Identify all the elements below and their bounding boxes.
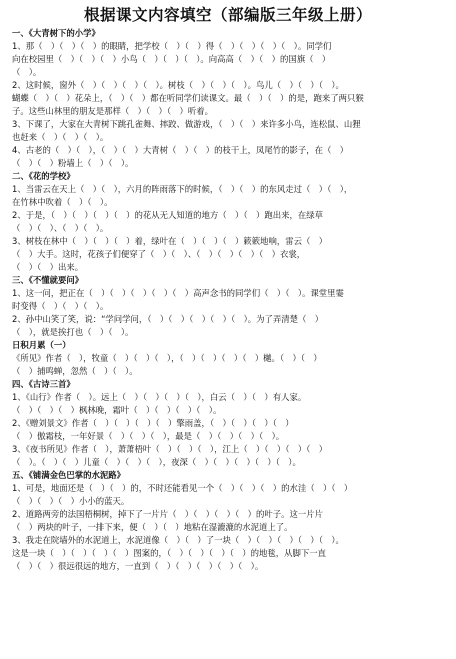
fill-in-line: 4、古老的（ ）（ ），（ ）（ ）大青树（ ）（ ）的枝干上，凤尾竹的影子，在（ ） xyxy=(12,145,349,155)
worksheet-body xyxy=(12,27,444,573)
fill-in-line: （ ）（ ）（ ）小小的蓝天。 xyxy=(12,496,130,506)
section-heading: 日积月累（一） xyxy=(12,340,71,350)
fill-in-line: （ ）捕鸣蝉，忽然（ ）（ ）。 xyxy=(12,366,138,376)
fill-in-line: 3、我走在院墙外的水泥道上，水泥道像（ ）（ ）了一块（ ）（ ）（ ）（ ）（ ）。 xyxy=(12,535,344,545)
fill-in-line: 3、《夜书所见》作者（ ），萧萧梧叶（ ）（ ）（ ），江上（ ）（ ）（ ）（ ） xyxy=(12,444,328,454)
fill-in-line: （ ）。（ ）（ ）儿童（ ）（ ）（ ），夜深（ ）（ ）（ ）（ ）（ ）。 xyxy=(12,457,301,467)
fill-in-line: （ ）大手。这时，花孩子们便穿了（ ）（ ）、（ ）（ ）（ ）（ ）衣裳， xyxy=(12,249,306,259)
fill-in-line: 时变得（ ）（ ）（ ）。 xyxy=(12,301,109,311)
fill-in-line: 2、孙中山笑了笑，说：“学问学问，（ ）（ ）（ ）（ ）（ ）。为了弄清楚（ ） xyxy=(12,314,324,324)
fill-in-line: 2、《赠刘景文》作者（ ）（ ）（ ）（ ）擎雨盖，（ ）（ ）（ ）（ ） xyxy=(12,418,294,428)
fill-in-line: 在竹林中吹着（ ）（ ）。 xyxy=(12,197,113,207)
fill-in-line: （ ）傲霜枝，一年好景（ ）（ ）（ ），最是（ ）（ ）（ ）（ ）。 xyxy=(12,431,285,441)
section-heading: 一、《大青树下的小学》 xyxy=(12,28,100,38)
fill-in-line: 1、《山行》作者（ ）。远上（ ）（ ）（ ）（ ），白云（ ）（ ）有人家。 xyxy=(12,392,307,402)
fill-in-line: （ ）（ ）很远很远的地方，一直到（ ）（ ）（ ）（ ）（ ）。 xyxy=(12,561,264,571)
fill-in-line: 2、道路两旁的法国梧桐树，掉下了一片片（ ）（ ）（ ）（ ）的叶子。这一片片 xyxy=(12,509,323,519)
section-heading: 三、《不懂就要问》 xyxy=(12,275,84,285)
section-heading: 四、《古诗三首》 xyxy=(12,379,75,389)
fill-in-line: 3、下课了，大家在大青树下跳孔雀舞、摔跤、做游戏，（ ）（ ）来许多小鸟，连松鼠、山狸 xyxy=(12,119,361,129)
fill-in-line: 向在校园里（ ）（ ）（ ）小鸟（ ）（ ）（ ）。向高高（ ）（ ）的国旗（ ） xyxy=(12,54,331,64)
section-heading: 二、《花的学校》 xyxy=(12,171,75,181)
fill-in-line: （ ），就是挨打也（ ）（ ）。 xyxy=(12,327,134,337)
fill-in-line: （ ）。 xyxy=(12,67,42,77)
fill-in-line: 1、那（ ）（ ）（ ）的眼睛，把学校（ ）（ ）得（ ）（ ）（ ）（ ）。同学们 xyxy=(12,41,332,51)
fill-in-line: （ ）（ ）出来。 xyxy=(12,262,84,272)
fill-in-line: 1、可是，地面还是（ ）（ ）的，不时还能看见一个（ ）（ ）（ ）的水洼（ ）（ ） xyxy=(12,483,353,493)
fill-in-line: （ ）（ ）、（ ）（ ）。 xyxy=(12,223,109,233)
section-heading: 五、《铺满金色巴掌的水泥路》 xyxy=(12,470,126,480)
fill-in-line: 1、当雷云在天上（ ）（ ），六月的阵雨落下的时候，（ ）（ ）的东风走过（ ）（ ）， xyxy=(12,184,353,194)
fill-in-line: （ ）（ ）粉墙上（ ）（ ）。 xyxy=(12,158,134,168)
fill-in-line: 蝴蝶（ ）（ ）花朵上，（ ）（ ）都在听同学们读课文。最（ ）（ ）的是，跑来了两只猴 xyxy=(12,93,364,103)
fill-in-line: 也赶来（ ）（ ）（ ）。 xyxy=(12,132,109,142)
fill-in-line: 2、于是，（ ）（ ）（ ）（ ）的花从无人知道的地方（ ）（ ）跑出来，在绿草 xyxy=(12,210,323,220)
fill-in-line: 这是一块（ ）（ ）（ ）（ ）图案的，（ ）（ ）（ ）（ ）的地毯，从脚下一直 xyxy=(12,548,327,558)
fill-in-line: 《所见》作者（ ），牧童（ ）（ ）（ ），（ ）（ ）（ ）（ ）樾。（ ）（ ） xyxy=(12,353,322,363)
fill-in-line: （ ）两块的叶子，一排下来，便（ ）（ ）地粘在湿漉漉的水泥道上了。 xyxy=(12,522,293,532)
fill-in-line: 1、这一问，把正在（ ）（ ）（ ）（ ）（ ）高声念书的同学们（ ）（ ）。课堂里霎 xyxy=(12,288,344,298)
fill-in-line: 3、树枝在林中（ ）（ ）（ ）着，绿叶在（ ）（ ）（ ）簌簌地响，雷云（ ） xyxy=(12,236,328,246)
fill-in-line: （ ）（ ）（ ）枫林晚，霜叶（ ）（ ）（ ）（ ）。 xyxy=(12,405,222,415)
fill-in-line: 子。这些山林里的朋友是那样（ ）（ ）（ ）听着。 xyxy=(12,106,213,116)
fill-in-line: 2、这时候，窗外（ ）（ ）（ ）（ ）。树枝（ ）（ ）（ ）。鸟儿（ ）（ ）（ ）。 xyxy=(12,80,344,90)
page-title: 根据课文内容填空（部编版三年级上册） xyxy=(83,6,372,24)
